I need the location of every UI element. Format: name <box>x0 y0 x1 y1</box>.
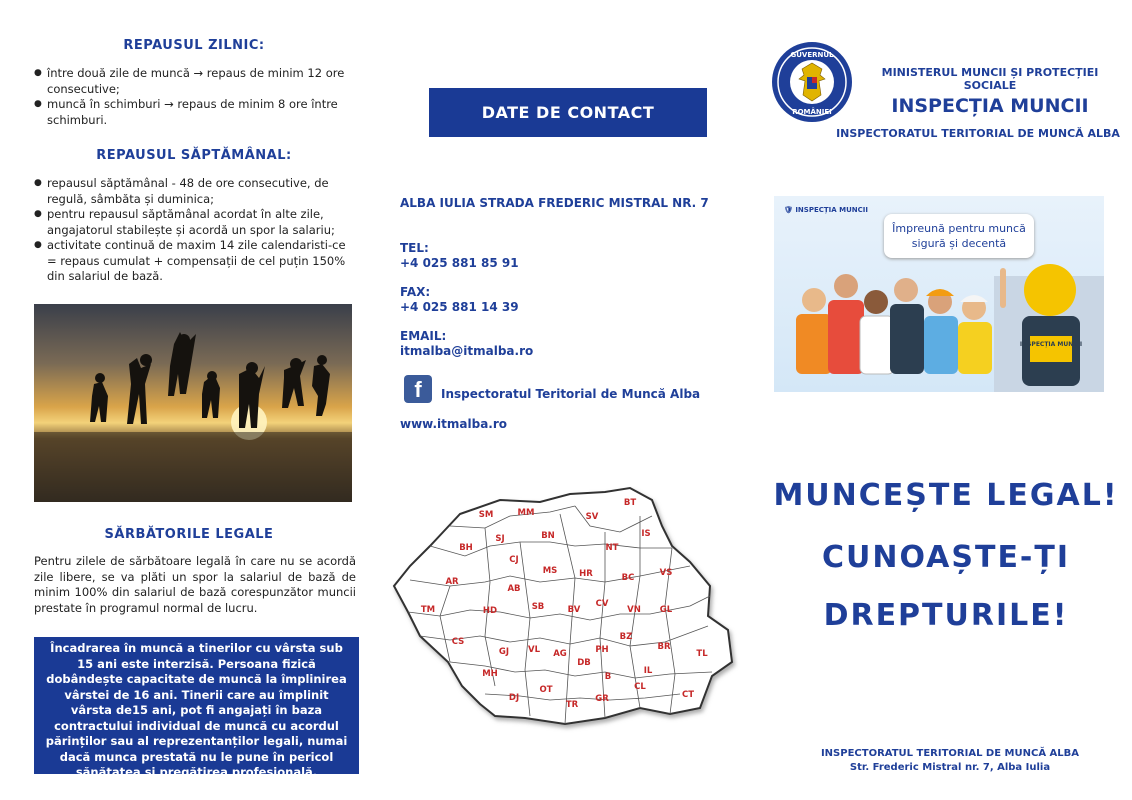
county-label-bv: BV <box>567 605 581 615</box>
county-label-is: IS <box>641 529 651 539</box>
county-label-mh: MH <box>482 669 498 679</box>
daily-rest-title: REPAUSUL ZILNIC: <box>123 38 265 53</box>
eagle-coat-of-arms-icon <box>775 45 849 119</box>
county-label-ph: PH <box>595 645 609 655</box>
weekly-rest-title: REPAUSUL SĂPTĂMÂNAL: <box>96 148 292 163</box>
emblem-text-top: GUVERNUL <box>790 51 834 59</box>
tel-value[interactable]: +4 025 881 85 91 <box>400 256 519 270</box>
campaign-poster <box>774 196 1104 392</box>
poster-vest-text: INSPECȚIA MUNCII <box>1019 341 1083 348</box>
list-item: ● muncă în schimburi → repaus de minim 8 ore între schimburi. <box>34 97 356 128</box>
footer-address: Str. Frederic Mistral nr. 7, Alba Iulia <box>849 762 1051 773</box>
legal-holidays-title: SĂRBĂTORILE LEGALE <box>104 527 274 542</box>
county-label-mm: MM <box>517 508 535 518</box>
youth-employment-box <box>34 637 359 779</box>
county-label-ct: CT <box>681 690 695 700</box>
list-item: ● pentru repausul săptămânal acordat în alte zile, angajatorul stabilește și acordă un spor la salariu; <box>34 207 356 238</box>
county-label-bc: BC <box>621 573 635 583</box>
county-label-vl: VL <box>528 645 540 655</box>
facebook-link[interactable]: Inspectoratul Teritorial de Muncă Alba <box>441 387 701 401</box>
county-label-gl: GL <box>659 605 673 615</box>
county-label-tl: TL <box>696 649 708 659</box>
slogan-line-1: MUNCEȘTE LEGAL! <box>773 478 1119 513</box>
list-item: ● activitate continuă de maxim 14 zile calendaristi-ce = repaus cumulat + compensații de cel puțin 150% din salariul de bază. <box>34 238 356 285</box>
county-label-hd: HD <box>482 606 498 616</box>
fax-label: FAX: <box>400 285 431 299</box>
poster-logo-text: INSPECȚIA MUNCII <box>795 206 868 214</box>
poster-workers-illustration <box>774 196 1104 392</box>
daily-rest-list <box>34 66 356 128</box>
fax-value: +4 025 881 14 39 <box>400 300 519 314</box>
youth-employment-text: Încadrarea în muncă a tinerilor cu vârsta sub 15 ani este interzisă. Persoana fizică dobândește capacitate de muncă la împlinirea vârstei de 16 ani. Tinerii care au împlinit vârsta de15 ani, pot fi angajați în baza contractului individual de muncă cu acordul părinților sau al reprezentanților legali, numai dacă munca prestată nu le pune în pericol sănătatea și pregătirea profesională. <box>45 641 348 779</box>
inspection-name: INSPECȚIA MUNCII <box>891 95 1089 117</box>
county-label-sv: SV <box>585 512 599 522</box>
tel-label: TEL: <box>400 241 429 255</box>
county-label-sj: SJ <box>495 534 505 544</box>
county-label-cv: CV <box>595 599 609 609</box>
county-label-tr: TR <box>565 700 579 710</box>
people-silhouettes <box>34 304 352 502</box>
county-label-bz: BZ <box>619 632 633 642</box>
weekly-rest-list <box>34 176 356 285</box>
county-label-cl: CL <box>634 682 646 692</box>
county-label-cj: CJ <box>509 555 519 565</box>
county-labels <box>390 486 746 736</box>
email-value[interactable]: itmalba@itmalba.ro <box>400 344 534 358</box>
facebook-icon[interactable]: f <box>404 375 432 403</box>
list-item: ● între două zile de muncă → repaus de minim 12 ore consecutive; <box>34 66 356 97</box>
itm-name: INSPECTORATUL TERITORIAL DE MUNCĂ ALBA <box>836 127 1120 140</box>
county-label-nt: NT <box>605 543 619 553</box>
poster-logo-icon: 🛡 <box>784 206 793 214</box>
county-label-db: DB <box>577 658 591 668</box>
footer-itm-name: INSPECTORATUL TERITORIAL DE MUNCĂ ALBA <box>820 748 1080 759</box>
county-label-dj: DJ <box>508 693 520 703</box>
county-label-sm: SM <box>478 510 494 520</box>
county-label-b: B <box>604 672 612 682</box>
county-label-ms: MS <box>542 566 558 576</box>
county-label-ab: AB <box>507 584 521 594</box>
county-label-bh: BH <box>459 543 473 553</box>
ministry-name: MINISTERUL MUNCII ȘI PROTECȚIEI SOCIALE <box>881 66 1099 92</box>
county-label-cs: CS <box>451 637 465 647</box>
poster-bubble-text: Împreună pentru muncă sigură și decentă <box>892 222 1026 250</box>
county-label-gj: GJ <box>498 647 510 657</box>
county-label-bt: BT <box>623 498 637 508</box>
county-label-gr: GR <box>595 694 609 704</box>
county-label-ot: OT <box>539 685 553 695</box>
website-link[interactable]: www.itmalba.ro <box>400 417 508 431</box>
contact-title: DATE DE CONTACT <box>481 103 655 122</box>
county-label-sb: SB <box>531 602 545 612</box>
county-label-bn: BN <box>541 531 555 541</box>
county-label-il: IL <box>643 666 653 676</box>
emblem-text-bottom: ROMÂNIEI <box>792 108 832 116</box>
legal-holidays-text: Pentru zilele de sărbătoare legală în care nu se acordă zile libere, se va plăti un spor la salariul de bază de minim 100% din salariul de bază corespunzător muncii prestate în programul normal de lucru. <box>34 554 356 615</box>
county-label-ar: AR <box>445 577 459 587</box>
county-label-tm: TM <box>420 605 436 615</box>
contact-title-box <box>429 88 707 137</box>
county-label-vs: VS <box>659 568 673 578</box>
slogan-line-3: DREPTURILE! <box>823 598 1069 633</box>
list-item: ● repausul săptămânal - 48 de ore consecutive, de regulă, sâmbăta și duminica; <box>34 176 356 207</box>
county-label-hr: HR <box>579 569 593 579</box>
address: ALBA IULIA STRADA FREDERIC MISTRAL NR. 7 <box>400 196 709 210</box>
email-label: EMAIL: <box>400 329 447 343</box>
county-label-vn: VN <box>627 605 641 615</box>
county-label-br: BR <box>657 642 671 652</box>
slogan-line-2: CUNOAȘTE-ȚI <box>821 540 1071 575</box>
government-emblem <box>772 42 852 122</box>
beach-sunset-photo <box>34 304 352 502</box>
county-label-ag: AG <box>553 649 567 659</box>
